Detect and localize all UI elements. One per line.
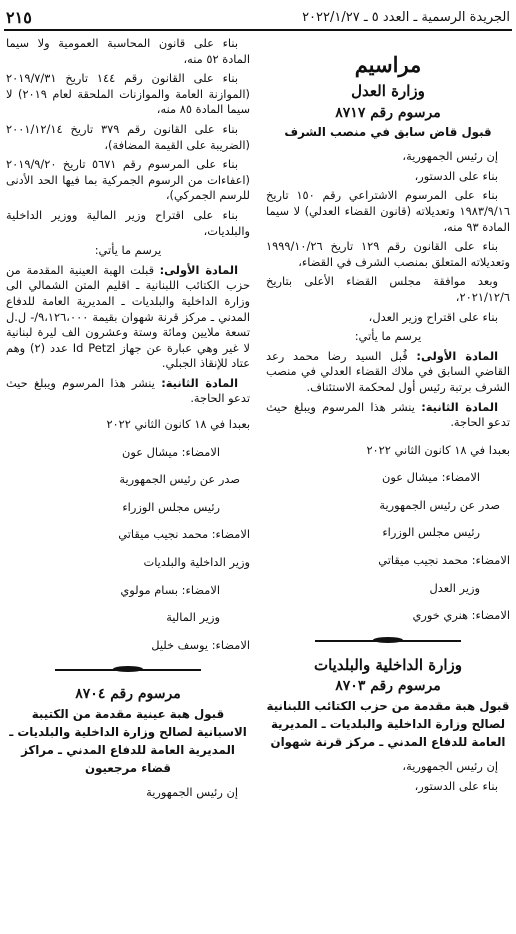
- signature: الامضاء: محمد نجيب ميقاتي: [378, 553, 510, 568]
- article-label: المادة الثانية:: [161, 375, 238, 390]
- paragraph: إن رئيس الجمهورية،: [402, 759, 498, 774]
- decree-date: بعبدا في ١٨ كانون الثاني ٢٠٢٢: [106, 417, 250, 432]
- article-text: قُبل السيد رضا محمد رعد القاضي السابق في ملاك القضاء العدلي في منصب الشرف برتبة رئيس أول لمحكمة الاستئناف.: [266, 348, 510, 394]
- paragraph: بناء على القانون رقم ١٤٤ تاريخ ٢٠١٩/٧/٣١ (الموازنة العامة والموازنات الملحقة لعام ٢٠١٩) لا سيما المادة ٨٥ منه،: [6, 71, 250, 117]
- paragraph: بناء على الدستور،: [414, 168, 498, 183]
- signatory-title: رئيس مجلس الوزراء: [122, 499, 220, 514]
- signatory-title: وزير المالية: [166, 610, 220, 625]
- section-title: مراسيم: [354, 52, 422, 77]
- signature: الامضاء: يوسف خليل: [151, 637, 250, 652]
- separator-ornament: [266, 636, 510, 646]
- signature: الامضاء: ميشال عون: [381, 470, 480, 485]
- ministry-title: وزارة الداخلية والبلديات: [313, 655, 462, 674]
- article-2: [266, 400, 510, 431]
- article-1: [6, 263, 250, 372]
- signatory-title: وزير الداخلية والبلديات: [143, 555, 250, 570]
- paragraph: بناء على المرسوم رقم ٥٦٧١ تاريخ ٢٠١٩/٩/٢٠ (اعفاءات من الرسوم الجمركية بما فيها الحد الأدنى للرسم الجمركي)،: [6, 157, 250, 203]
- signature: الامضاء: ميشال عون: [121, 444, 220, 459]
- decree-date: بعبدا في ١٨ كانون الثاني ٢٠٢٢: [366, 442, 510, 457]
- decrees-line: يرسم ما يأتي:: [354, 329, 422, 344]
- decree-number: مرسوم رقم ٨٧٠٣: [335, 678, 441, 695]
- paragraph: بناء على القانون رقم ١٢٩ تاريخ ١٩٩٩/١٠/٢٦ وتعديلاته المتعلق بمنصب الشرف في القضاء،: [266, 239, 510, 269]
- decree-subject: قبول هبة مقدمة من حزب الكتائب اللبنانية لصالح وزارة الداخلية والبلديات ـ المديرية العامة للدفاع المدني ـ مركز قرنة شهوان: [266, 699, 510, 750]
- right-column: [266, 36, 510, 798]
- separator-ornament: [6, 665, 250, 675]
- ministry-title: وزارة العدل: [351, 82, 425, 100]
- decree-subject: قبول هبة عينية مقدمة من الكتيبة الاسبانية لصالح وزارة الداخلية والبلديات ـ المديرية العامة للدفاع المدني ـ مراكز قضاء مرجعيون: [9, 707, 247, 775]
- paragraph: بناء على اقتراح وزير المالية ووزير الداخلية والبلديات،: [6, 207, 250, 238]
- article-2: [6, 376, 250, 407]
- decree-number: مرسوم رقم ٨٧٠٤: [75, 686, 181, 703]
- decree-subject: قبول قاض سابق في منصب الشرف: [284, 125, 492, 140]
- article-label: المادة الأولى:: [159, 262, 238, 277]
- article-1: [266, 349, 510, 396]
- page-header: [6, 6, 510, 28]
- paragraph: إن رئيس الجمهورية،: [402, 149, 498, 164]
- signature: الامضاء: هنري خوري: [412, 608, 510, 623]
- paragraph: بناء على اقتراح وزير العدل،: [368, 309, 498, 324]
- issued-by: صدر عن رئيس الجمهورية: [119, 472, 240, 487]
- paragraph: بناء على المرسوم الاشتراعي رقم ١٥٠ تاريخ ١٩٨٣/٩/١٦ وتعديلاته (قانون القضاء العدلي) لا سيما المادة ٩٣ منه،: [266, 188, 510, 234]
- signature: الامضاء: بسام مولوي: [120, 582, 220, 597]
- article-text: قبلت الهبة العينية المقدمة من حزب الكتائب اللبنانية ـ اقليم المتن الشمالي الى وزارة الداخلية والبلديات ـ المديرية العامة للدفاع المدني ـ مركز قرنة شهوان بقيمة ٩،١٢٦،٠٠٠/- ل.ل تسعة ملايين ومائة وستة وعشرون الف ليرة لبنانية لا غير وهي عبارة عن جهاز Id Petzl عدد (٢) وهم عتاد للإنقاذ الجبلي.: [6, 262, 251, 371]
- paragraph: إن رئيس الجمهورية: [146, 785, 238, 799]
- paragraph: بناء على الدستور،: [414, 778, 498, 793]
- issued-by: صدر عن رئيس الجمهورية: [379, 497, 500, 512]
- paragraph: بناء على القانون رقم ٣٧٩ تاريخ ٢٠٠١/١٢/١٤ (الضريبة على القيمة المضافة)،: [6, 121, 250, 152]
- article-text: ينشر هذا المرسوم ويبلغ حيث تدعو الحاجة.: [6, 375, 250, 406]
- signature: الامضاء: محمد نجيب ميقاتي: [118, 527, 250, 542]
- decree-number: مرسوم رقم ٨٧١٧: [335, 104, 441, 121]
- page-number: ٢١٥: [6, 7, 32, 27]
- article-label: المادة الأولى:: [416, 348, 499, 363]
- paragraph: وبعد موافقة مجلس القضاء الأعلى بتاريخ ٢٠٢١/١٢/٦،: [266, 274, 510, 304]
- article-label: المادة الثانية:: [421, 399, 498, 414]
- article-text: ينشر هذا المرسوم ويبلغ حيث تدعو الحاجة.: [266, 399, 510, 430]
- signatory-title: رئيس مجلس الوزراء: [382, 525, 480, 540]
- decrees-line: يرسم ما يأتي:: [94, 243, 162, 258]
- signatory-title: وزير العدل: [429, 580, 480, 595]
- paragraph: بناء على قانون المحاسبة العمومية ولا سيما المادة ٥٢ منه،: [6, 36, 250, 66]
- left-column: [6, 36, 250, 805]
- header-rule: [4, 29, 512, 31]
- gazette-title: الجريدة الرسمية ـ العدد ٥ ـ ٢٠٢٢/١/٢٧: [302, 9, 510, 25]
